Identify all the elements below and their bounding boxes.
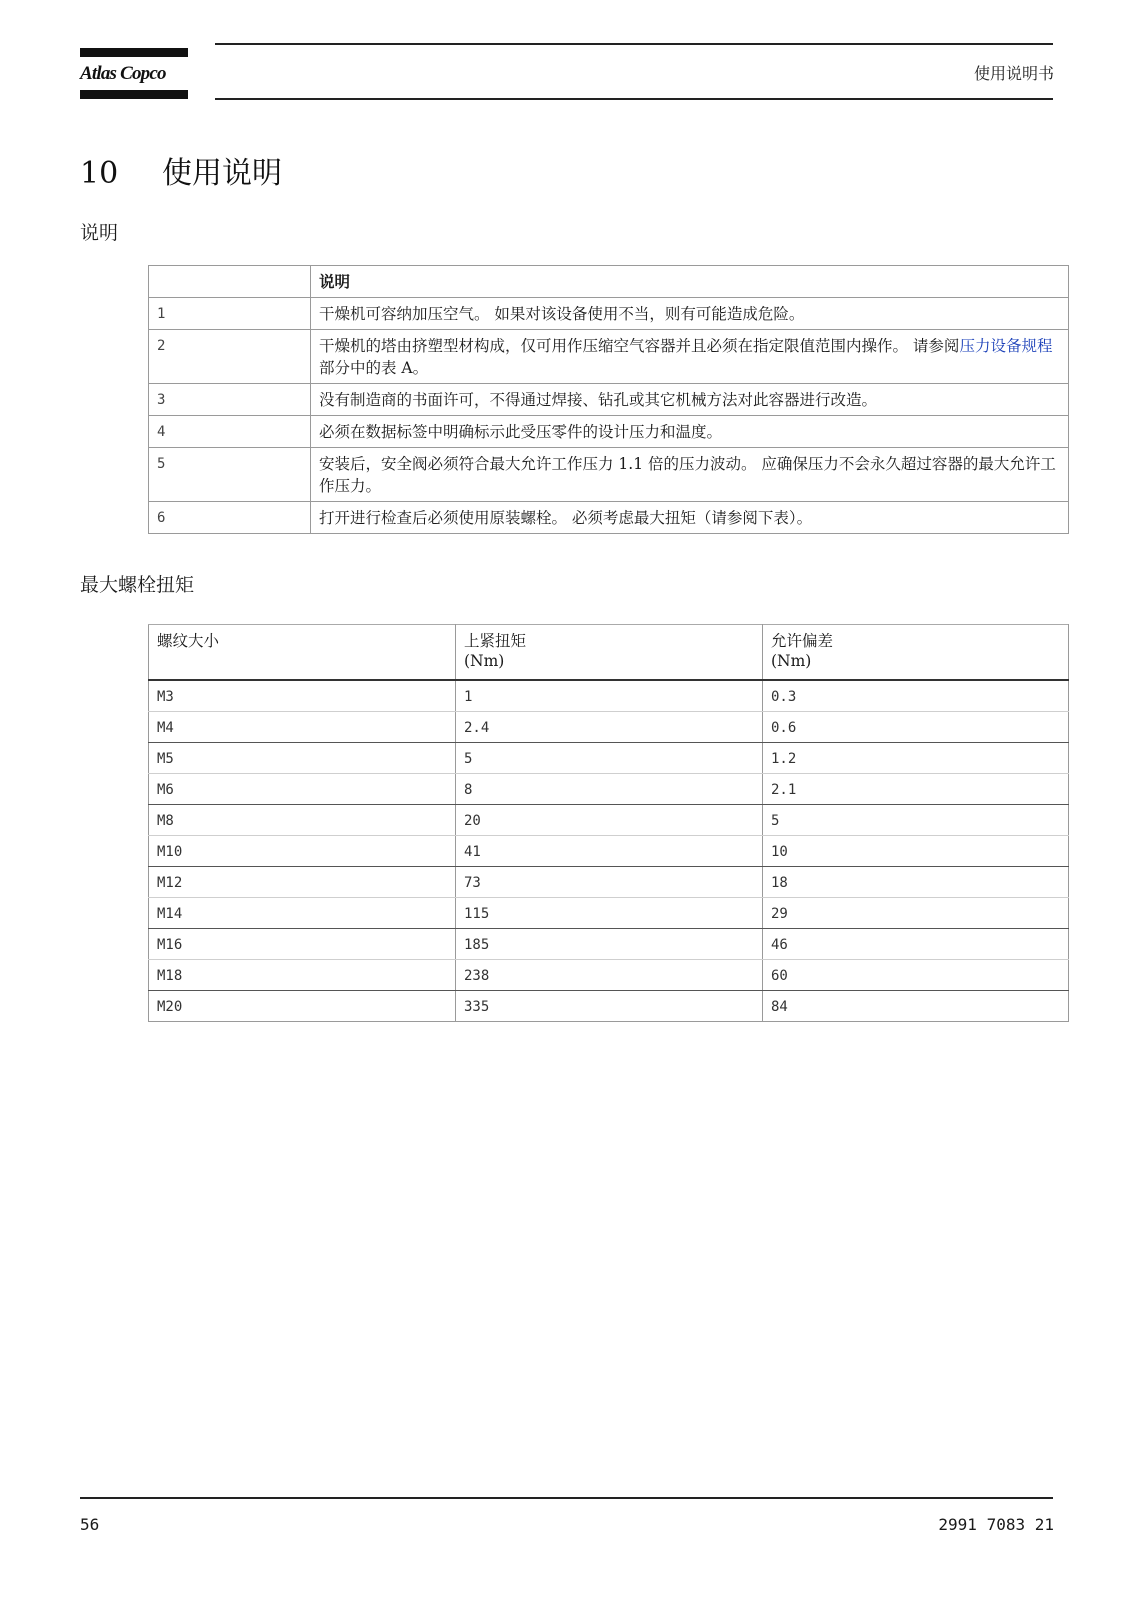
cell-tolerance: 46: [763, 929, 1069, 960]
column-label: 螺纹大小: [157, 632, 220, 650]
cell-thread-size: M8: [149, 805, 456, 836]
document-number: 2991 7083 21: [938, 1515, 1054, 1534]
cell-thread-size: M12: [149, 867, 456, 898]
cell-tolerance: 84: [763, 991, 1069, 1022]
row-text: 必须在数据标签中明确标示此受压零件的设计压力和温度。: [311, 416, 1069, 448]
logo-wordmark: Atlas Copco: [80, 63, 166, 84]
footer-rule: [80, 1497, 1053, 1499]
section-heading-instructions: 说明: [80, 222, 119, 244]
cell-tolerance: 18: [763, 867, 1069, 898]
cell-thread-size: M14: [149, 898, 456, 929]
table-row: [149, 416, 1069, 448]
cell-tolerance: 0.6: [763, 712, 1069, 743]
row-text: 安装后，安全阀必须符合最大允许工作压力 1.1 倍的压力波动。 应确保压力不会永久超过容器的最大允许工作压力。: [311, 448, 1069, 502]
cell-torque: 41: [456, 836, 763, 867]
row-text-part: 部分中的表 A。: [319, 359, 429, 377]
cell-tolerance: 29: [763, 898, 1069, 929]
row-number: 1: [149, 298, 311, 330]
table-header-row: [149, 266, 1069, 298]
column-header-tolerance: [763, 625, 1069, 681]
column-header-torque: [456, 625, 763, 681]
table-header-row: [149, 625, 1069, 681]
header-rule-top: [215, 43, 1053, 45]
cell-thread-size: M20: [149, 991, 456, 1022]
table-row: [149, 805, 1069, 836]
cell-torque: 8: [456, 774, 763, 805]
row-text-part: 干燥机的塔由挤塑型材构成，仅可用作压缩空气容器并且必须在指定限值范围内操作。 请参阅: [319, 337, 960, 355]
cell-torque: 2.4: [456, 712, 763, 743]
cell-thread-size: M4: [149, 712, 456, 743]
header-rule-bottom: [215, 98, 1053, 100]
column-unit: (Nm): [464, 652, 505, 670]
table-row: [149, 298, 1069, 330]
cell-thread-size: M18: [149, 960, 456, 991]
cell-thread-size: M3: [149, 680, 456, 712]
row-text: 打开进行检查后必须使用原装螺栓。 必须考虑最大扭矩（请参阅下表）。: [311, 502, 1069, 534]
cell-thread-size: M6: [149, 774, 456, 805]
cell-torque: 73: [456, 867, 763, 898]
row-text: 干燥机可容纳加压空气。 如果对该设备使用不当，则有可能造成危险。: [311, 298, 1069, 330]
chapter-heading: [80, 148, 282, 192]
cell-torque: 20: [456, 805, 763, 836]
table-row: [149, 712, 1069, 743]
page-number: 56: [80, 1515, 100, 1534]
cell-torque: 115: [456, 898, 763, 929]
table-row: [149, 991, 1069, 1022]
table-row: [149, 836, 1069, 867]
table-row: [149, 867, 1069, 898]
pressure-equipment-link[interactable]: 压力设备规程: [959, 337, 1053, 355]
cell-thread-size: M10: [149, 836, 456, 867]
table-row: [149, 929, 1069, 960]
cell-thread-size: M5: [149, 743, 456, 774]
row-number: 4: [149, 416, 311, 448]
table-row: [149, 448, 1069, 502]
header-number-cell: [149, 266, 311, 298]
row-number: 2: [149, 330, 311, 384]
manual-title: 使用说明书: [973, 64, 1054, 83]
table-row: [149, 384, 1069, 416]
instructions-table: [148, 265, 1069, 534]
column-header-thread-size: [149, 625, 456, 681]
cell-tolerance: 2.1: [763, 774, 1069, 805]
cell-thread-size: M16: [149, 929, 456, 960]
column-unit: (Nm): [771, 652, 812, 670]
cell-tolerance: 0.3: [763, 680, 1069, 712]
cell-torque: 1: [456, 680, 763, 712]
atlas-copco-logo: [80, 48, 188, 100]
table-row: [149, 774, 1069, 805]
row-number: 5: [149, 448, 311, 502]
row-text: 没有制造商的书面许可，不得通过焊接、钻孔或其它机械方法对此容器进行改造。: [311, 384, 1069, 416]
cell-torque: 185: [456, 929, 763, 960]
cell-torque: 5: [456, 743, 763, 774]
section-heading-torque: 最大螺栓扭矩: [80, 574, 195, 596]
cell-torque: 238: [456, 960, 763, 991]
cell-tolerance: 60: [763, 960, 1069, 991]
logo-bottom-bar: [80, 90, 188, 99]
row-text: [311, 330, 1069, 384]
cell-tolerance: 10: [763, 836, 1069, 867]
cell-tolerance: 1.2: [763, 743, 1069, 774]
chapter-title: 使用说明: [162, 156, 282, 191]
header-description-cell: 说明: [311, 266, 1069, 298]
torque-table: [148, 624, 1069, 1022]
column-label: 上紧扭矩: [464, 632, 527, 650]
table-row: [149, 960, 1069, 991]
table-row: [149, 330, 1069, 384]
table-row: [149, 743, 1069, 774]
row-number: 6: [149, 502, 311, 534]
chapter-number: 10: [80, 156, 119, 191]
table-row: [149, 680, 1069, 712]
cell-tolerance: 5: [763, 805, 1069, 836]
table-row: [149, 898, 1069, 929]
column-label: 允许偏差: [771, 632, 834, 650]
row-number: 3: [149, 384, 311, 416]
table-row: [149, 502, 1069, 534]
logo-top-bar: [80, 48, 188, 57]
cell-torque: 335: [456, 991, 763, 1022]
